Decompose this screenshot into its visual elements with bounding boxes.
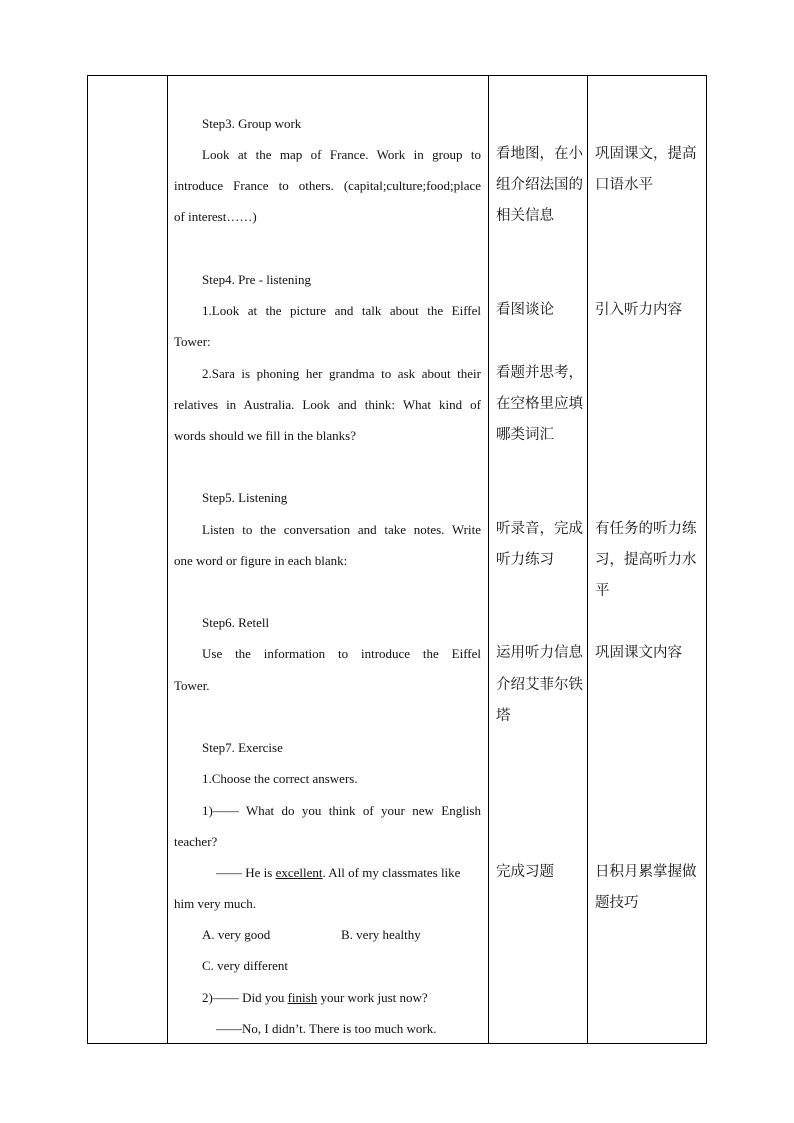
step7-line1: 1.Choose the correct answers. [202,771,358,786]
activity4-line3: 在空格里应填 [496,396,583,412]
purpose3-line1: 巩固课文，提高 [595,146,697,162]
activity6-line1: 运用听力信息 [496,645,583,661]
q2-underlined-word: finish [287,990,318,1005]
table-border-right [706,75,707,1044]
step5-line1: Listen to the conversation and take notes. Write [202,522,481,537]
step4-line3: 2.Sara is phoning her grandma to ask about their [202,366,481,381]
procedure-column [174,0,482,1123]
option-a: A. very good [202,927,271,942]
activity4-line1: 看图谈论 [496,302,554,318]
step6-line1: Use the information to introduce the Eiffel [202,646,481,661]
option-c: C. very different [202,958,289,973]
step3-title: Step3. Group work [202,116,302,131]
step4-line1: 1.Look at the picture and talk about the Eiffel [202,303,481,318]
activity4-line4: 哪类词汇 [496,427,554,443]
activity3-line3: 相关信息 [496,208,554,224]
step4-line5: words should we fill in the blanks? [174,428,356,443]
step7-question1-line4: him very much. [174,896,256,911]
step7-title: Step7. Exercise [202,740,283,755]
table-divider-1 [167,75,168,1044]
purpose5-line3: 平 [595,583,610,599]
step7-question2-line2: ——No, I didn’t. There is too much work. [216,1021,437,1036]
step4-title: Step4. Pre - listening [202,272,312,287]
step4-line4: relatives in Australia. Look and think: What kind of [174,397,481,412]
activity5-line2: 听力练习 [496,552,554,568]
q2-suffix: your work just now? [317,990,428,1005]
activity4-line2: 看题并思考， [496,365,583,381]
step7-question1-line2: teacher? [174,834,218,849]
step5-line2: one word or figure in each blank: [174,553,348,568]
step7-question2-line1 [202,982,428,1013]
activity3-line2: 组介绍法国的 [496,177,583,193]
activity6-line3: 塔 [496,708,511,724]
step4-line2: Tower: [174,334,211,349]
option-b: B. very healthy [341,927,421,942]
activity5-line1: 听录音，完成 [496,521,583,537]
activity7-line1: 完成习题 [496,864,554,880]
activity3-line1: 看地图，在小 [496,146,583,162]
purpose-column [595,0,703,1123]
q1-underlined-word: excellent [275,865,323,880]
step6-line2: Tower. [174,678,210,693]
purpose6-line1: 巩固课文内容 [595,645,682,661]
q2-prefix: 2)—— Did you [202,990,288,1005]
purpose5-line2: 习，提高听力水 [595,552,697,568]
table-border-left [87,75,88,1044]
purpose3-line2: 口语水平 [595,177,653,193]
step7-question1-line1: 1)—— What do you think of your new English [202,803,481,818]
activity6-line2: 介绍艾菲尔铁 [496,677,583,693]
table-divider-3 [587,75,588,1044]
purpose7-line1: 日积月累掌握做 [595,864,697,880]
q1-answer-prefix: —— He is [216,865,276,880]
step3-line1: Look at the map of France. Work in group to [202,147,481,162]
purpose7-line2: 题技巧 [595,895,639,911]
activity-column [496,0,584,1123]
q1-answer-suffix: . All of my classmates like [322,865,461,880]
step3-line3: of interest……) [174,209,257,224]
table-divider-2 [488,75,489,1044]
step5-title: Step5. Listening [202,490,288,505]
step3-line2: introduce France to others. (capital;culture;food;place [174,178,481,193]
purpose5-line1: 有任务的听力练 [595,521,697,537]
step7-question1-line3 [216,857,460,888]
step6-title: Step6. Retell [202,615,270,630]
purpose4-line1: 引入听力内容 [595,302,682,318]
